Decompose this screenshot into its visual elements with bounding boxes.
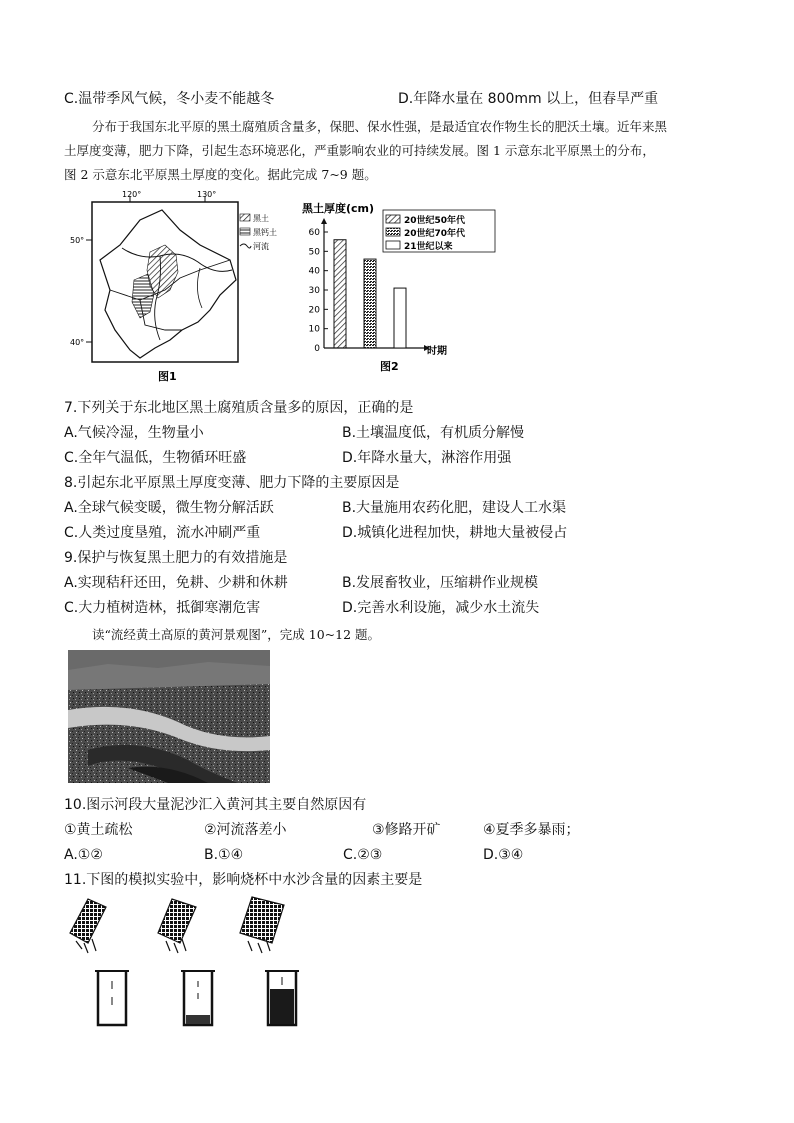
y-tick-label: 50 [308,247,320,258]
q10-option-a: A.①② [64,847,103,863]
bar-1 [334,240,346,348]
q10-item-1: ①黄土疏松 [64,822,133,838]
yellow-river-photo [68,650,270,783]
y-tick-label: 20 [308,305,320,316]
legend-label-3: 21世纪以来 [404,242,453,252]
q9-option-c: C.大力植树造林，抵御寒潮危害 [64,600,261,616]
legend-river-swatch [240,244,251,248]
legend-river: 河流 [253,242,269,251]
beaker-2 [181,971,215,1025]
intro-7-9-line-1: 分布于我国东北平原的黑土腐殖质含量多，保肥、保水性强，是最适宜农作物生长的肥沃土壤。近年来黑 [92,119,668,134]
chart-xlabel: 时期 [427,346,447,357]
q9-option-b: B.发展畜牧业，压缩耕作业规模 [342,575,539,591]
q10-stem: 10.图示河段大量泥沙汇入黄河其主要自然原因有 [64,797,367,813]
q10-item-4: ④夏季多暴雨； [483,822,580,838]
legend-chernozem: 黑钙土 [253,228,277,237]
q7-option-d: D.年降水量大，淋溶作用强 [342,450,512,466]
chart-title: 黑土厚度(cm) [302,202,375,215]
beaker-3 [265,971,299,1025]
intro-7-9-line-2: 土厚度变薄，肥力下降，引起生态环境恶化，严重影响农业的可持续发展。图 1 示意东北平原黑土的分布， [64,143,655,158]
legend-label-1: 20世纪50年代 [404,216,466,226]
q6-option-d: D.年降水量在 800mm 以上，但春旱严重 [398,91,659,107]
lon-label-120: 120° [122,190,142,199]
q9-stem: 9.保护与恢复黑土肥力的有效措施是 [64,550,288,566]
y-tick-label: 60 [308,228,320,238]
q10-option-d: D.③④ [483,847,524,863]
legend-swatch-1 [386,215,400,223]
q8-option-a: A.全球气候变暖，微生物分解活跃 [64,500,274,516]
y-tick-label: 10 [308,324,320,335]
q10-option-c: C.②③ [343,847,383,863]
map-figure [70,190,290,386]
legend-black-soil: 黑土 [253,214,269,223]
bar-3 [394,288,406,348]
y-tick-label: 0 [314,344,320,354]
q10-option-b: B.①④ [204,847,244,863]
lat-label-50: 50° [70,236,85,245]
q9-option-d: D.完善水利设施，减少水土流失 [342,600,540,616]
tray-3 [240,897,284,953]
black-soil-thickness-chart [300,198,510,376]
q8-option-d: D.城镇化进程加快，耕地大量被侵占 [342,525,568,541]
q7-stem: 7.下列关于东北地区黑土腐殖质含量多的原因，正确的是 [64,400,414,416]
q8-option-c: C.人类过度垦殖，流水冲刷严重 [64,525,261,541]
bar-2 [364,259,376,348]
y-axis-arrow [321,218,327,224]
intro-7-9-line-3: 图 2 示意东北平原黑土厚度的变化。据此完成 7~9 题。 [64,167,377,182]
experiment-figure [66,893,320,1033]
figure-1-map [70,190,290,386]
y-tick-label: 40 [308,266,320,277]
q11-stem: 11.下图的模拟实验中，影响烧杯中水沙含量的因素主要是 [64,872,423,888]
lon-label-130: 130° [197,190,217,199]
intro-10-12: 读“流经黄土高原的黄河景观图”，完成 10~12 题。 [92,627,381,642]
legend-swatch-2 [386,228,400,236]
q7-option-b: B.土壤温度低，有机质分解慢 [342,425,525,441]
legend-black-soil-swatch [240,214,250,221]
q9-option-a: A.实现秸秆还田，免耕、少耕和休耕 [64,575,288,591]
q8-stem: 8.引起东北平原黑土厚度变薄、肥力下降的主要原因是 [64,475,400,491]
tray-1 [70,899,106,953]
q6-option-c: C.温带季风气候，冬小麦不能越冬 [64,91,275,107]
q7-option-c: C.全年气温低，生物循环旺盛 [64,450,247,466]
figure-2-chart [300,198,510,376]
q10-item-3: ③修路开矿 [372,822,441,838]
lat-label-40: 40° [70,338,85,347]
figure-1-caption: 图1 [158,370,177,383]
q10-item-2: ②河流落差小 [204,822,287,838]
figure-2-caption: 图2 [380,360,399,373]
legend-chernozem-swatch [240,228,250,235]
legend-swatch-3 [386,241,400,249]
q8-option-b: B.大量施用农药化肥，建设人工水渠 [342,500,567,516]
tray-2 [158,899,196,953]
q7-option-a: A.气候冷湿，生物量小 [64,425,204,441]
y-tick-label: 30 [308,286,320,296]
legend-label-2: 20世纪70年代 [404,229,466,239]
beaker-1 [95,971,129,1025]
